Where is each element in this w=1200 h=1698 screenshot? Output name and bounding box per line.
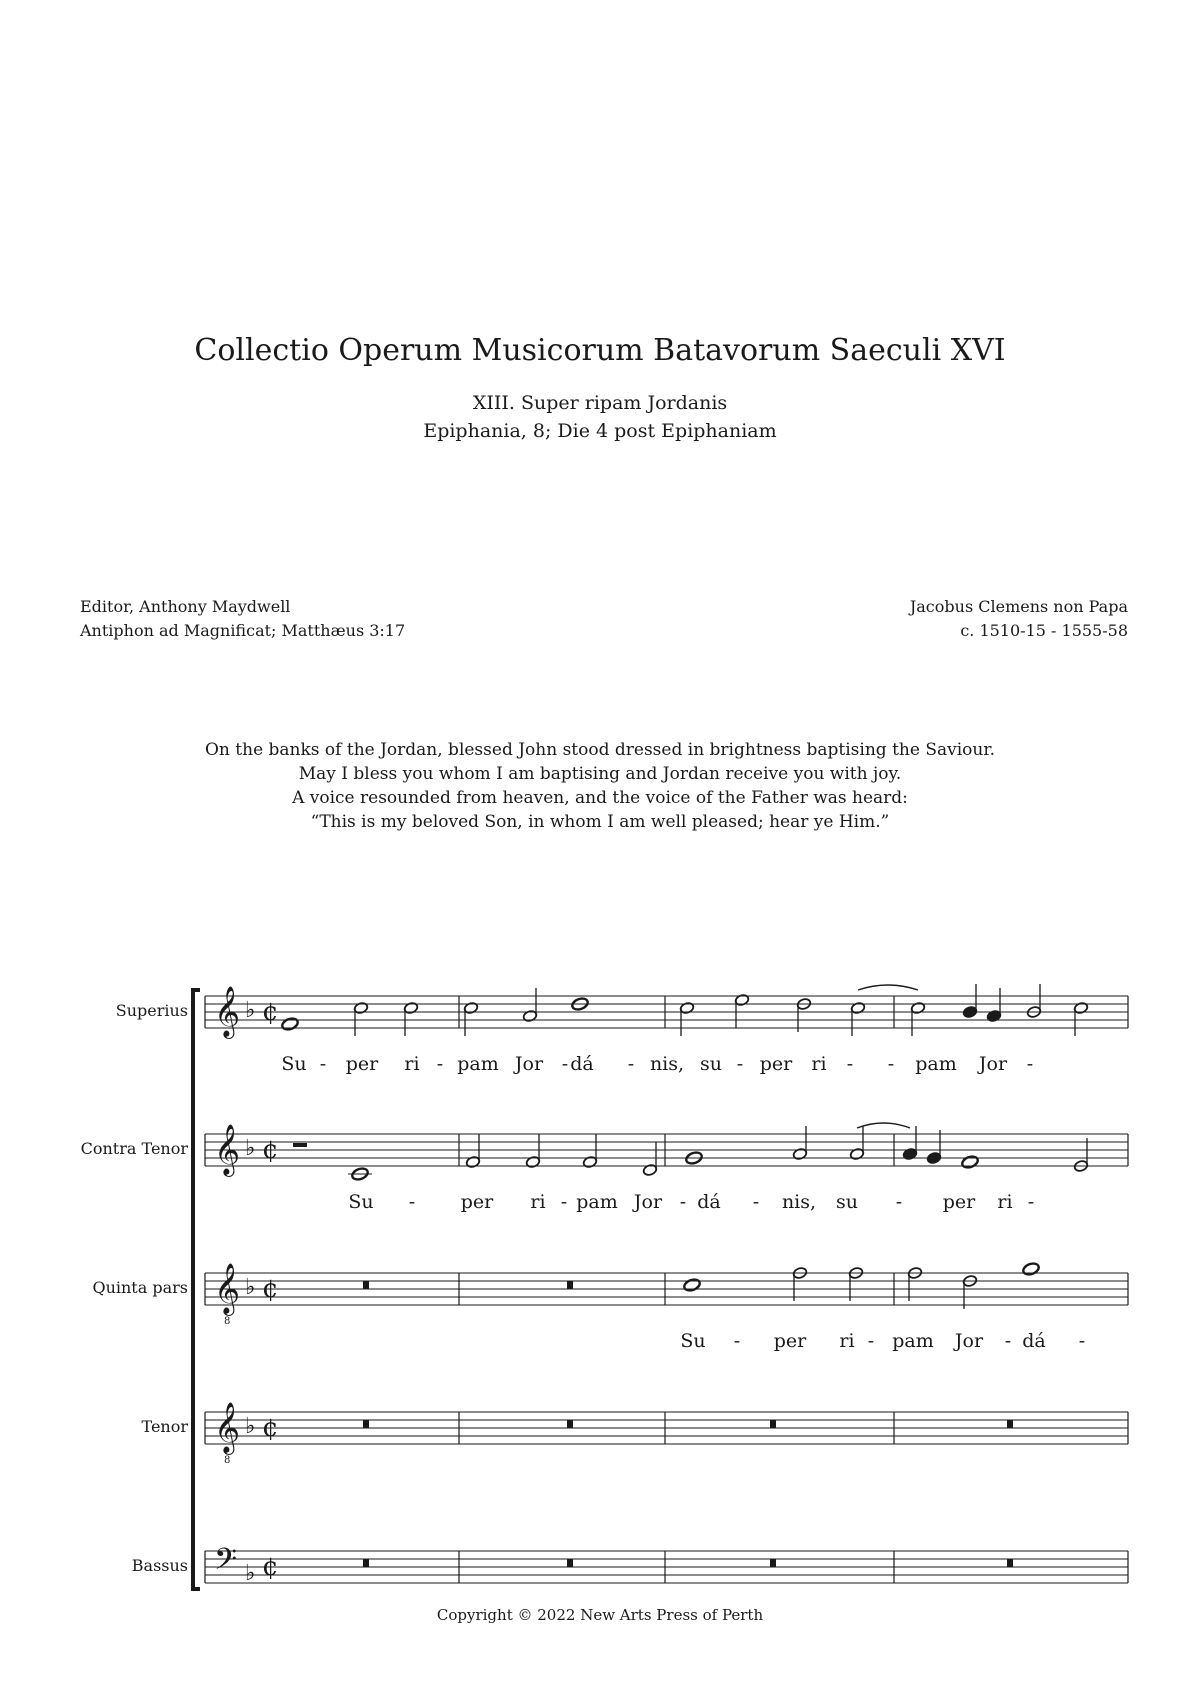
cut-time-icon: ¢ bbox=[262, 1274, 279, 1304]
lyric-syllable: Su bbox=[680, 1330, 706, 1352]
composer-name: Jacobus Clemens non Papa bbox=[909, 597, 1128, 616]
lyric-syllable: dá bbox=[570, 1053, 594, 1075]
voice-name: Tenor bbox=[141, 1417, 188, 1436]
note bbox=[796, 997, 811, 1032]
flat-icon: ♭ bbox=[245, 1275, 256, 1300]
note bbox=[348, 1167, 372, 1182]
lyric-hyphen: - bbox=[895, 1191, 903, 1213]
note bbox=[961, 1155, 979, 1170]
lyric-syllable: ri bbox=[530, 1191, 546, 1213]
note bbox=[850, 1001, 865, 1036]
piece-title: XIII. Super ripam Jordanis bbox=[472, 392, 728, 414]
liturgical-occasion: Epiphania, 8; Die 4 post Epiphaniam bbox=[423, 420, 777, 442]
note bbox=[463, 1001, 478, 1036]
note bbox=[1026, 984, 1041, 1019]
note bbox=[525, 1134, 540, 1169]
lyric-syllable: Jor bbox=[633, 1191, 663, 1213]
translation-line: A voice resounded from heaven, and the voice of the Father was heard: bbox=[292, 788, 908, 808]
lyric-syllable: pam bbox=[892, 1330, 934, 1352]
lyric-hyphen: - bbox=[560, 1191, 568, 1213]
lyric-hyphen: - bbox=[736, 1053, 744, 1075]
half-rest bbox=[293, 1143, 307, 1147]
note bbox=[849, 1126, 864, 1161]
treble-clef-icon: 𝄞 bbox=[214, 1124, 241, 1175]
lyric-hyphen: - bbox=[319, 1053, 327, 1075]
note bbox=[792, 1126, 807, 1161]
lyric-syllable: pam bbox=[457, 1053, 499, 1075]
lyric-hyphen: - bbox=[561, 1053, 569, 1075]
voice-name: Quinta pars bbox=[92, 1278, 188, 1297]
lyric-hyphen: - bbox=[408, 1191, 416, 1213]
octave-marker: 8 bbox=[224, 1316, 231, 1327]
lyric-syllable: Su bbox=[348, 1191, 374, 1213]
flat-icon: ♭ bbox=[245, 1414, 256, 1439]
staff-superius bbox=[116, 984, 1128, 1075]
treble-clef-icon: 𝄞 bbox=[214, 1263, 241, 1314]
lyric-syllable: ri bbox=[997, 1191, 1013, 1213]
note bbox=[403, 1001, 418, 1036]
breve-rest bbox=[1007, 1559, 1013, 1567]
lyric-syllable: per bbox=[942, 1191, 976, 1213]
note bbox=[465, 1134, 480, 1169]
lyric-hyphen: - bbox=[627, 1053, 635, 1075]
lyric-syllable: dá bbox=[1022, 1330, 1046, 1352]
cut-time-icon: ¢ bbox=[262, 1552, 279, 1582]
lyric-syllable: Jor bbox=[978, 1053, 1008, 1075]
bass-clef-icon: 𝄢 bbox=[214, 1543, 238, 1584]
lyric-syllable: per bbox=[773, 1330, 807, 1352]
lyric-hyphen: - bbox=[679, 1191, 687, 1213]
breve-rest bbox=[567, 1559, 573, 1567]
lyric-hyphen: - bbox=[436, 1053, 444, 1075]
breve-rest bbox=[363, 1420, 369, 1428]
lyric-syllable: Jor bbox=[514, 1053, 544, 1075]
text-source: Antiphon ad Magnificat; Matthæus 3:17 bbox=[80, 621, 406, 640]
note bbox=[1073, 1001, 1088, 1036]
editor-credit: Editor, Anthony Maydwell bbox=[80, 597, 291, 616]
tie bbox=[857, 1123, 910, 1128]
lyric-syllable: ri bbox=[839, 1330, 855, 1352]
breve-rest bbox=[770, 1420, 776, 1428]
note bbox=[848, 1266, 863, 1301]
voice-name: Contra Tenor bbox=[80, 1139, 188, 1158]
note bbox=[683, 1278, 701, 1293]
note bbox=[582, 1134, 597, 1169]
lyric-syllable: su bbox=[700, 1053, 722, 1075]
lyric-hyphen: - bbox=[1026, 1053, 1034, 1075]
note bbox=[353, 1001, 368, 1036]
translation-line: May I bless you whom I am baptising and Jordan receive you with joy. bbox=[298, 764, 902, 784]
breve-rest bbox=[363, 1559, 369, 1567]
cut-time-icon: ¢ bbox=[262, 1413, 279, 1443]
note bbox=[792, 1266, 807, 1301]
note bbox=[962, 1274, 977, 1309]
breve-rest bbox=[1007, 1420, 1013, 1428]
cut-time-icon: ¢ bbox=[262, 1135, 279, 1165]
lyric-syllable: per bbox=[345, 1053, 379, 1075]
flat-icon: ♭ bbox=[245, 1136, 256, 1161]
lyric-syllable: su bbox=[836, 1191, 858, 1213]
lyric-hyphen: - bbox=[846, 1053, 854, 1075]
system-bracket bbox=[193, 990, 200, 1589]
collection-title: Collectio Operum Musicorum Batavorum Saeculi XVI bbox=[194, 333, 1006, 368]
voice-name: Bassus bbox=[131, 1556, 188, 1575]
composer-dates: c. 1510-15 - 1555-58 bbox=[960, 621, 1128, 640]
note bbox=[734, 993, 749, 1028]
lyric-syllable: per bbox=[759, 1053, 793, 1075]
cut-time-icon: ¢ bbox=[262, 997, 279, 1027]
lyric-syllable: dá bbox=[697, 1191, 721, 1213]
staff-bassus bbox=[132, 1543, 1128, 1586]
lyric-hyphen: - bbox=[887, 1053, 895, 1075]
note bbox=[522, 988, 537, 1023]
note bbox=[902, 1126, 917, 1161]
lyric-hyphen: - bbox=[1027, 1191, 1035, 1213]
staff-contra-tenor bbox=[81, 1123, 1128, 1213]
lyric-syllable: ri bbox=[404, 1053, 420, 1075]
voice-name: Superius bbox=[115, 1001, 188, 1020]
note bbox=[1073, 1138, 1088, 1173]
note bbox=[907, 1266, 922, 1301]
lyric-hyphen: - bbox=[867, 1330, 875, 1352]
note bbox=[962, 984, 977, 1019]
lyric-syllable: Jor bbox=[954, 1330, 984, 1352]
lyric-hyphen: - bbox=[1004, 1330, 1012, 1352]
treble-clef-icon: 𝄞 bbox=[214, 986, 241, 1037]
note bbox=[926, 1130, 941, 1165]
lyric-syllable: Su bbox=[281, 1053, 307, 1075]
breve-rest bbox=[363, 1281, 369, 1289]
lyric-syllable: pam bbox=[576, 1191, 618, 1213]
tie bbox=[858, 985, 918, 990]
breve-rest bbox=[567, 1420, 573, 1428]
note bbox=[1022, 1262, 1040, 1277]
lyric-syllable: nis, bbox=[649, 1053, 685, 1075]
lyric-syllable: per bbox=[460, 1191, 494, 1213]
note bbox=[679, 1001, 694, 1036]
flat-icon: ♭ bbox=[245, 998, 256, 1023]
lyric-hyphen: - bbox=[752, 1191, 760, 1213]
translation-line: On the banks of the Jordan, blessed John stood dressed in brightness baptising the Saviour. bbox=[205, 740, 995, 760]
octave-marker: 8 bbox=[224, 1455, 231, 1466]
breve-rest bbox=[770, 1559, 776, 1567]
lyric-syllable: nis, bbox=[781, 1191, 817, 1213]
lyric-hyphen: - bbox=[1078, 1330, 1086, 1352]
translation-line: “This is my beloved Son, in whom I am well pleased; hear ye Him.” bbox=[310, 812, 890, 832]
lyric-hyphen: - bbox=[733, 1330, 741, 1352]
note bbox=[910, 1001, 925, 1036]
lyric-syllable: ri bbox=[811, 1053, 827, 1075]
staff-quinta-pars bbox=[92, 1262, 1128, 1352]
note bbox=[281, 1017, 299, 1032]
note bbox=[642, 1142, 657, 1177]
staff-tenor bbox=[142, 1402, 1128, 1466]
note bbox=[986, 988, 1001, 1023]
flat-icon: ♭ bbox=[245, 1561, 256, 1586]
lyric-syllable: pam bbox=[915, 1053, 957, 1075]
treble-clef-icon: 𝄞 bbox=[214, 1402, 241, 1453]
breve-rest bbox=[567, 1281, 573, 1289]
copyright-notice: Copyright © 2022 New Arts Press of Perth bbox=[436, 1606, 764, 1624]
